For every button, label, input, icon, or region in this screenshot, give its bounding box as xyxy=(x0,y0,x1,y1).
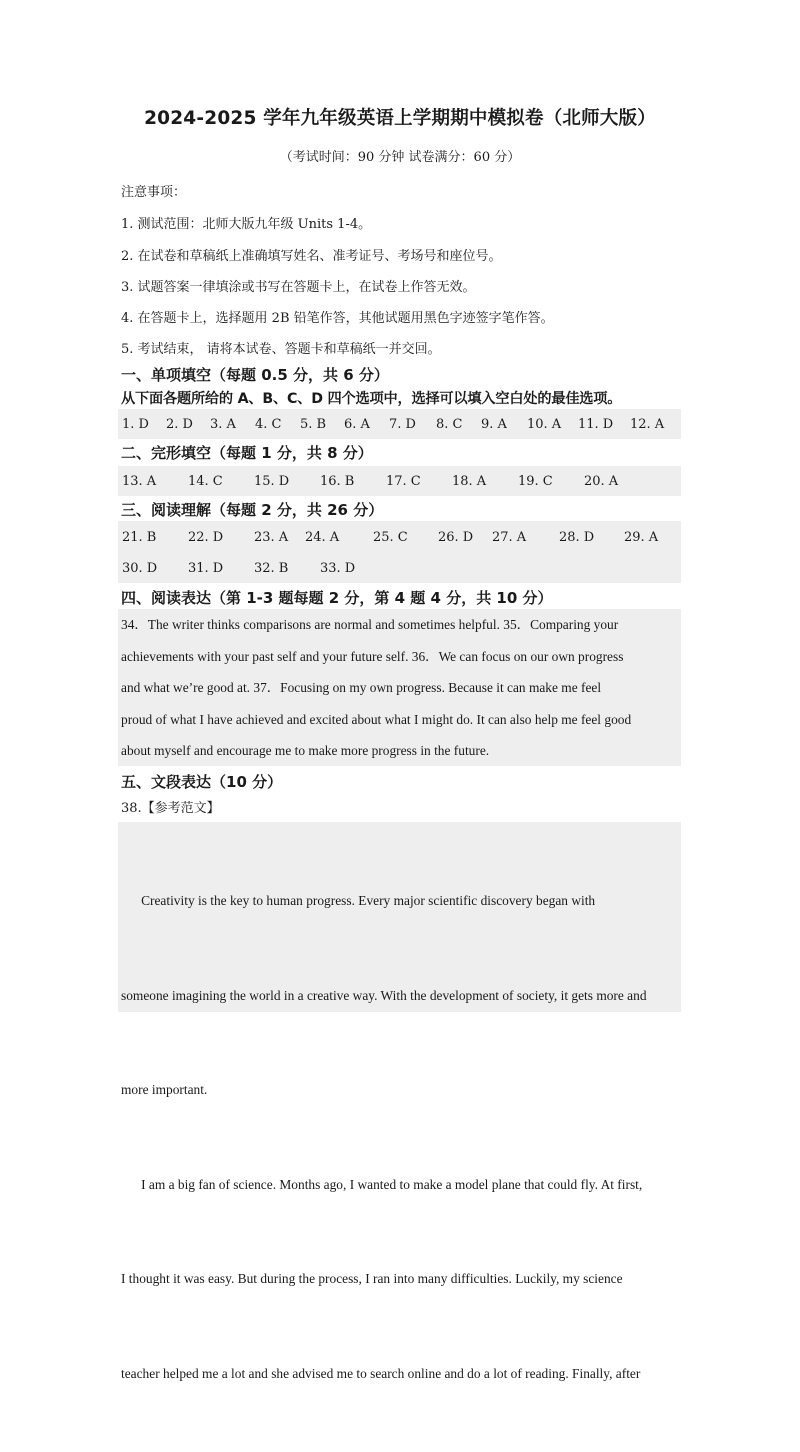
essay-line: someone imagining the world in a creative way. With the development of society, it gets more and xyxy=(121,987,647,1003)
answer-item: 31. D xyxy=(188,561,224,576)
page-title: 2024-2025 学年九年级英语上学期期中模拟卷（北师大版） xyxy=(144,108,656,129)
answer-line: about myself and encourage me to make more progress in the future. xyxy=(121,743,490,758)
note-item: 1. 测试范围：北师大版九年级 Units 1-4。 xyxy=(121,217,372,232)
answer-item: 10. A xyxy=(527,417,562,432)
answer-item: 33. D xyxy=(320,561,356,576)
essay-line: I thought it was easy. But during the process, I ran into many difficulties. Luckily, my science xyxy=(121,1271,623,1286)
essay-line: more important. xyxy=(121,1082,208,1097)
answer-item: 4. C xyxy=(255,417,282,432)
answer-item: 15. D xyxy=(254,474,290,489)
answer-item: 6. A xyxy=(344,417,370,432)
answer-item: 22. D xyxy=(188,530,224,545)
answer-item: 5. B xyxy=(300,417,327,432)
answer-item: 28. D xyxy=(559,530,595,545)
answer-item: 13. A xyxy=(122,474,157,489)
reading-expression-answers xyxy=(121,609,681,767)
section-heading-2: 二、完形填空（每题 1 分，共 8 分） xyxy=(121,444,373,462)
section-instruction-1: 从下面各题所给的 A、B、C、D 四个选项中，选择可以填入空白处的最佳选项。 xyxy=(121,391,622,407)
answer-item: 29. A xyxy=(624,530,659,545)
section-heading-5: 五、文段表达（10 分） xyxy=(121,773,283,791)
answer-item: 9. A xyxy=(481,417,507,432)
answer-line: 34．The writer thinks comparisons are normal and sometimes helpful. 35．Comparing your xyxy=(121,617,619,632)
essay-line: I am a big fan of science. Months ago, I wanted to make a model plane that could fly. At first, xyxy=(121,1176,643,1192)
note-item: 5. 考试结束， 请将本试卷、答题卡和草稿纸一并交回。 xyxy=(121,342,441,357)
answer-item: 8. C xyxy=(436,417,463,432)
answer-item: 24. A xyxy=(305,530,340,545)
note-item: 2. 在试卷和草稿纸上准确填写姓名、准考证号、考场号和座位号。 xyxy=(121,249,502,264)
answer-item: 30. D xyxy=(122,561,158,576)
answer-item: 26. D xyxy=(438,530,474,545)
answer-item: 1. D xyxy=(122,417,149,432)
answer-item: 3. A xyxy=(210,417,236,432)
essay-line: Creativity is the key to human progress. Every major scientific discovery began with xyxy=(121,893,596,908)
notes-heading: 注意事项： xyxy=(121,185,187,200)
answer-item: 18. A xyxy=(452,474,487,489)
note-item: 4. 在答题卡上，选择题用 2B 铅笔作答，其他试题用黑色字迹签字笔作答。 xyxy=(121,311,554,326)
sample-essay xyxy=(121,822,681,1452)
section-heading-1: 一、单项填空（每题 0.5 分，共 6 分） xyxy=(121,366,389,384)
answer-item: 23. A xyxy=(254,530,289,545)
answer-item: 12. A xyxy=(630,417,665,432)
answer-item: 21. B xyxy=(122,530,157,545)
reference-label: 38.【参考范文】 xyxy=(121,801,220,816)
answer-item: 11. D xyxy=(578,417,614,432)
section-heading-3: 三、阅读理解（每题 2 分，共 26 分） xyxy=(121,501,384,519)
answer-item: 20. A xyxy=(584,474,619,489)
answer-item: 17. C xyxy=(386,474,421,489)
answer-item: 14. C xyxy=(188,474,223,489)
section-heading-4: 四、阅读表达（第 1-3 题每题 2 分，第 4 题 4 分，共 10 分） xyxy=(121,589,553,607)
answer-item: 7. D xyxy=(389,417,416,432)
answer-item: 25. C xyxy=(373,530,408,545)
answer-line: achievements with your past self and your future self. 36．We can focus on our own progress xyxy=(121,648,624,664)
answer-item: 32. B xyxy=(254,561,289,576)
answer-item: 2. D xyxy=(166,417,193,432)
answer-line: proud of what I have achieved and excited about what I might do. It can also help me feel good xyxy=(121,711,632,727)
note-item: 3. 试题答案一律填涂或书写在答题卡上，在试卷上作答无效。 xyxy=(121,280,476,295)
answer-item: 16. B xyxy=(320,474,355,489)
answer-item: 27. A xyxy=(492,530,527,545)
exam-info: （考试时间：90 分钟 试卷满分：60 分） xyxy=(279,150,521,165)
answer-item: 19. C xyxy=(518,474,553,489)
essay-line: teacher helped me a lot and she advised me to search online and do a lot of reading. Finally, after xyxy=(121,1365,641,1381)
answer-line: and what we’re good at. 37．Focusing on my own progress. Because it can make me feel xyxy=(121,680,602,695)
